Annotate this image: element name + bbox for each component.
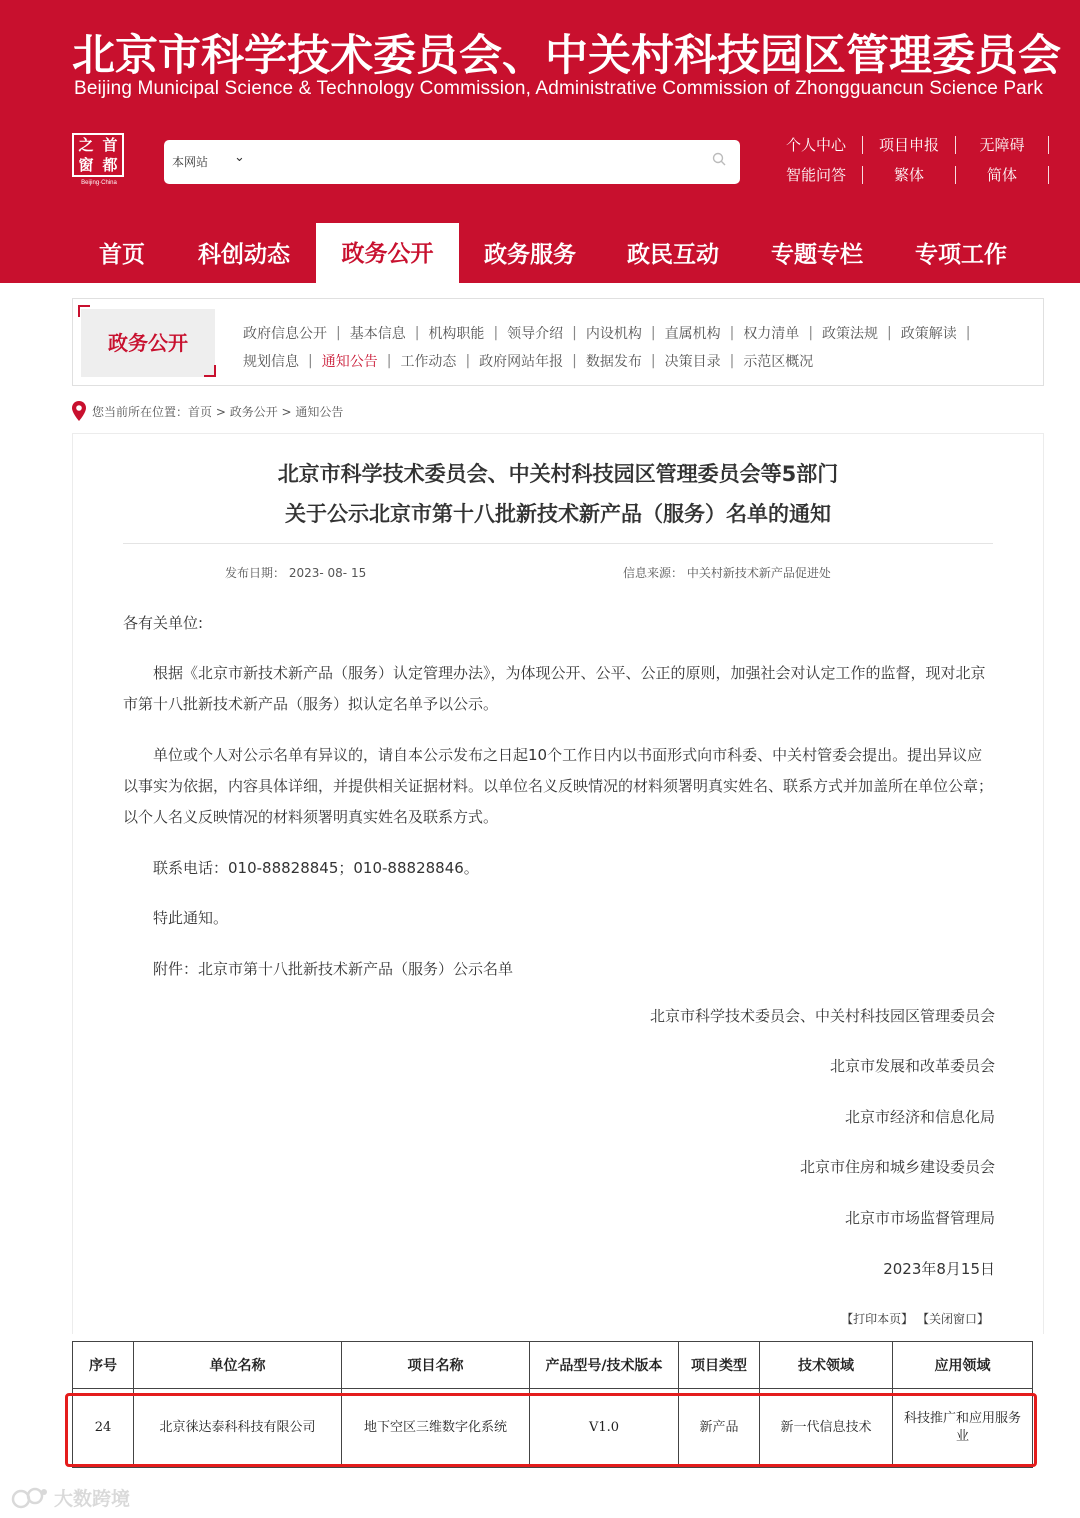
capital-logo[interactable]: [72, 133, 126, 191]
link-separator: |: [465, 353, 471, 369]
link-separator: |: [808, 325, 814, 341]
nav-government-affairs[interactable]: 政务公开: [316, 223, 459, 298]
link-separator: |: [650, 325, 656, 341]
salutation: 各有关单位:: [123, 614, 204, 632]
sub-nav-link[interactable]: 决策目录: [664, 354, 721, 370]
link-separator: |: [414, 325, 420, 341]
logo-char: 之: [78, 136, 94, 154]
sub-nav-link[interactable]: 权力清单: [743, 326, 800, 342]
watermark: [10, 1484, 130, 1511]
signature-date: 2023年8月15日: [883, 1260, 995, 1278]
attachment-link[interactable]: 附件：北京市第十八批新技术新产品（服务）公示名单: [153, 960, 514, 978]
link-separator: |: [650, 353, 656, 369]
sub-nav-link[interactable]: 工作动态: [400, 354, 457, 370]
sub-nav-link[interactable]: 基本信息: [349, 326, 406, 342]
article-title-line2: 关于公示北京市第十八批新技术新产品（服务）名单的通知: [285, 502, 831, 526]
section-tag: 政务公开: [81, 309, 215, 377]
link-traditional-chinese[interactable]: 繁体: [863, 166, 956, 184]
breadcrumb: [72, 400, 343, 422]
logo-char: 窗: [78, 156, 94, 174]
article-title-line1: 北京市科学技术委员会、中关村科技园区管理委员会等5部门: [277, 462, 839, 486]
search-input[interactable]: [256, 148, 700, 178]
sub-nav-links: [243, 319, 1033, 375]
publish-date: [225, 564, 366, 581]
link-separator: |: [729, 325, 735, 341]
signature-org: 北京市经济和信息化局: [844, 1108, 995, 1126]
col-header-application: 应用领域: [893, 1342, 1033, 1389]
col-header-tech-field: 技术领域: [760, 1342, 893, 1389]
paragraph-objection: 单位或个人对公示名单有异议的，请自本公示发布之日起10个工作日内以书面形式向市科委、中关村管委会提出。提出异议应以事实为依据，内容具体详细，并提供相关证据材料。以单位名义反映情况的材料须署明真实姓名、联系方式并加盖所在单位公章；以个人名义反映情况的材料须署明真实姓名及联系方式。: [123, 746, 994, 826]
sub-nav-link[interactable]: 内设机构: [585, 326, 642, 342]
link-smart-qa[interactable]: 智能问答: [770, 166, 863, 184]
signature-org: 北京市住房和城乡建设委员会: [799, 1158, 995, 1176]
table-header-row: [73, 1342, 1033, 1389]
publish-date-label: 发布日期：: [225, 566, 286, 580]
col-header-model: 产品型号/技术版本: [530, 1342, 679, 1389]
signature-org: 北京市发展和改革委员会: [829, 1057, 995, 1075]
page-tools: [841, 1310, 989, 1327]
link-separator: |: [729, 353, 735, 369]
sub-nav-link[interactable]: 领导介绍: [507, 326, 564, 342]
info-source: [623, 564, 831, 581]
sub-nav-link[interactable]: 示范区概况: [743, 354, 814, 370]
logo-mark: [72, 133, 124, 177]
link-separator: |: [308, 353, 313, 369]
sub-nav-link[interactable]: 机构职能: [428, 326, 485, 342]
link-separator: |: [386, 353, 392, 369]
link-simplified-chinese[interactable]: 简体: [956, 166, 1049, 184]
link-accessibility[interactable]: 无障碍: [956, 136, 1049, 154]
breadcrumb-path[interactable]: 首页 > 政务公开 > 通知公告: [188, 404, 344, 419]
sub-nav-link[interactable]: 通知公告: [321, 354, 378, 370]
nav-special-work[interactable]: 专项工作: [915, 242, 1007, 268]
nav-public-interaction[interactable]: 政民互动: [627, 242, 719, 268]
cell-tech-field: 新一代信息技术: [760, 1389, 893, 1468]
title-divider: [123, 543, 993, 544]
sub-nav-link[interactable]: 政府网站年报: [479, 354, 564, 370]
chevron-down-icon[interactable]: ⌄: [234, 150, 245, 165]
col-header-serial: 序号: [73, 1342, 134, 1389]
breadcrumb-prefix: 您当前所在位置：: [92, 404, 189, 419]
info-source-label: 信息来源：: [623, 566, 684, 580]
link-separator: |: [336, 325, 341, 341]
logo-char: 都: [102, 156, 118, 174]
decor-corner: [204, 365, 216, 377]
watermark-text: 大数跨境: [54, 1488, 131, 1510]
sub-nav-link[interactable]: 政府信息公开: [243, 326, 327, 342]
logo-caption: Beijing·China: [81, 180, 117, 186]
print-page-link[interactable]: 【打印本页】: [841, 1312, 914, 1326]
info-source-value: 中关村新技术新产品促进处: [686, 566, 831, 580]
search-scope-select[interactable]: 本网站: [172, 155, 209, 169]
col-header-project: 项目名称: [342, 1342, 530, 1389]
link-separator: |: [965, 325, 971, 341]
sub-nav-link[interactable]: 政策法规: [822, 326, 879, 342]
link-separator: |: [572, 325, 577, 341]
search-bar: [164, 140, 740, 184]
main-nav: [0, 224, 1080, 284]
sub-nav: [72, 298, 1044, 386]
notice-closing: 特此通知。: [153, 909, 229, 927]
sub-nav-link[interactable]: 政策解读: [900, 326, 957, 342]
col-header-company: 单位名称: [134, 1342, 342, 1389]
nav-special-topics[interactable]: 专题专栏: [771, 242, 863, 268]
watermark-logo-icon: [10, 1486, 50, 1510]
location-pin-icon: [72, 401, 86, 421]
cell-serial: 24: [73, 1389, 134, 1468]
site-title: 北京市科学技术委员会、中关村科技园区管理委员会: [72, 31, 1061, 81]
sub-nav-link[interactable]: 直属机构: [664, 326, 721, 342]
col-header-type: 项目类型: [679, 1342, 760, 1389]
site-header: [0, 0, 1080, 283]
signature-org: 北京市市场监督管理局: [844, 1209, 995, 1227]
signature-org: 北京市科学技术委员会、中关村科技园区管理委员会: [649, 1007, 995, 1025]
sub-nav-link[interactable]: 数据发布: [585, 354, 642, 370]
contact-phone: 联系电话：010-88828845；010-88828846。: [153, 859, 479, 877]
search-icon[interactable]: [712, 152, 726, 166]
publish-date-value: 2023- 08- 15: [288, 566, 367, 580]
highlight-frame: [65, 1393, 1037, 1467]
nav-government-services[interactable]: 政务服务: [484, 242, 576, 268]
sub-nav-link[interactable]: 规划信息: [243, 354, 299, 370]
cell-project: 地下空区三维数字化系统: [342, 1389, 530, 1468]
paragraph-basis: 根据《北京市新技术新产品（服务）认定管理办法》，为体现公开、公平、公正的原则，加强社会对认定工作的监督，现对北京市第十八批新技术新产品（服务）拟认定名单予以公示。: [123, 664, 986, 713]
logo-char: 首: [102, 136, 118, 154]
utility-links: [770, 130, 1060, 190]
cell-type: 新产品: [679, 1389, 760, 1468]
nav-innovation-news[interactable]: 科创动态: [198, 242, 290, 268]
cell-application: 科技推广和应用服务业: [893, 1389, 1033, 1468]
link-separator: |: [493, 325, 499, 341]
link-separator: |: [887, 325, 892, 341]
site-subtitle: Beijing Municipal Science & Technology Commission, Administrative Commission of Zhongguancun Science Park: [74, 78, 1044, 99]
link-personal-center[interactable]: 个人中心: [770, 136, 863, 154]
cell-model: V1.0: [530, 1389, 679, 1468]
cell-company: 北京徕达泰科科技有限公司: [134, 1389, 342, 1468]
link-separator: |: [572, 353, 577, 369]
article: [72, 433, 1044, 1334]
nav-home[interactable]: 首页: [99, 242, 145, 268]
close-window-link[interactable]: 【关闭窗口】: [916, 1312, 989, 1326]
link-project-application[interactable]: 项目申报: [863, 136, 956, 154]
